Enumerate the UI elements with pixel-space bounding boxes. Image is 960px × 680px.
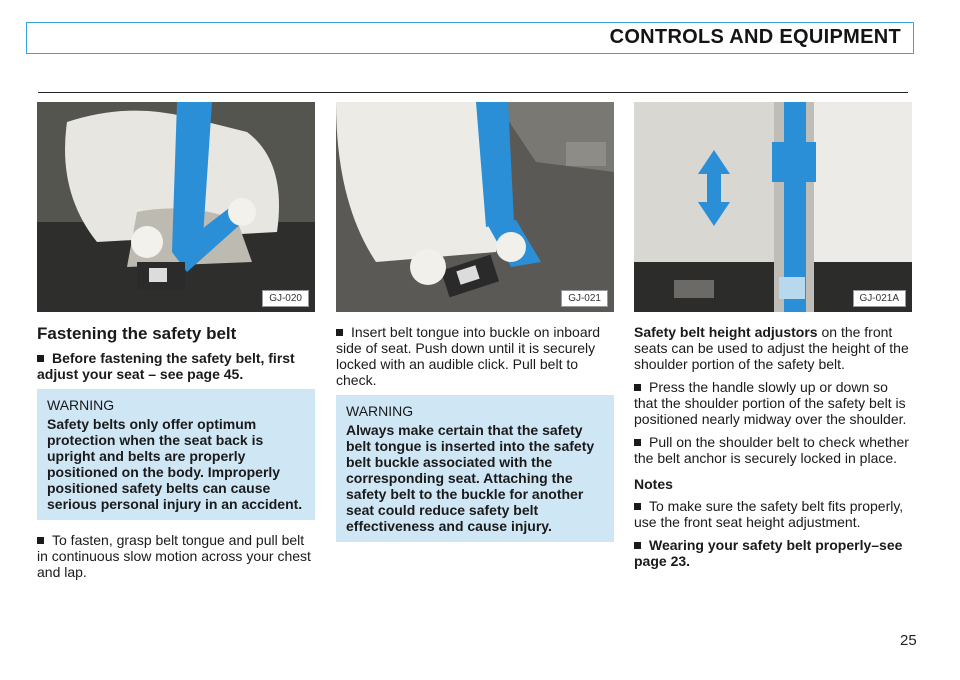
- bullet-icon: [336, 329, 343, 336]
- bullet-icon: [37, 537, 44, 544]
- figure-label: GJ-021: [561, 290, 608, 307]
- page-title: CONTROLS AND EQUIPMENT: [609, 26, 901, 48]
- header-bar: [26, 22, 914, 54]
- warning-text: Safety belts only offer optimum protection when the seat back is upright and belts are properly positioned on the body. Improperly positioned safety belts can cause serious personal injury in an accident.: [47, 416, 303, 512]
- warning-title: WARNING: [346, 403, 414, 419]
- figure-height-adjustor: [634, 102, 912, 312]
- body-paragraph: Insert belt tongue into buckle on inboard side of seat. Push down until it is securely locked with an audible click. Pull belt to check.: [336, 324, 601, 388]
- body-paragraph: To fasten, grasp belt tongue and pull belt in continuous slow motion across your chest and lap.: [37, 532, 311, 580]
- page-number: 25: [900, 632, 917, 649]
- warning-text: Always make certain that the safety belt tongue is inserted into the safety belt buckle associated with the corresponding seat. Attaching the safety belt to the buckle for another seat could reduce safety belt effectiveness and cause injury.: [346, 422, 595, 534]
- warning-box: [336, 395, 614, 542]
- section-heading: Fastening the safety belt: [37, 324, 237, 343]
- body-paragraph: Pull on the shoulder belt to check whether the belt anchor is securely locked in place.: [634, 434, 909, 466]
- column-1: [37, 102, 315, 587]
- bullet-icon: [634, 384, 641, 391]
- figure-illustration: [634, 102, 912, 312]
- bullet-icon: [634, 439, 641, 446]
- note-item: Wearing your safety belt properly–see page 23.: [634, 537, 903, 569]
- figure-fastening-belt: [37, 102, 315, 312]
- lead-paragraph: Before fastening the safety belt, first adjust your seat – see page 45.: [37, 350, 295, 382]
- body-paragraph: Press the handle slowly up or down so that the shoulder portion of the safety belt is positioned nearly midway over the shoulder.: [634, 379, 907, 427]
- figure-illustration: [37, 102, 315, 312]
- column-2: [336, 102, 614, 554]
- divider-rule: [38, 92, 908, 93]
- warning-title: WARNING: [47, 397, 115, 413]
- bullet-icon: [634, 542, 641, 549]
- figure-illustration: [336, 102, 614, 312]
- bullet-icon: [37, 355, 44, 362]
- figure-label: GJ-020: [262, 290, 309, 307]
- note-item: To make sure the safety belt fits properly, use the front seat height adjustment.: [634, 498, 904, 530]
- warning-box: [37, 389, 315, 520]
- figure-inserting-tongue: [336, 102, 614, 312]
- intro-paragraph: Safety belt height adjustors on the front seats can be used to adjust the height of the shoulder portion of the safety belt.: [634, 324, 909, 372]
- figure-label: GJ-021A: [853, 290, 906, 307]
- column-3: [634, 102, 912, 576]
- bullet-icon: [634, 503, 641, 510]
- notes-heading: Notes: [634, 476, 673, 492]
